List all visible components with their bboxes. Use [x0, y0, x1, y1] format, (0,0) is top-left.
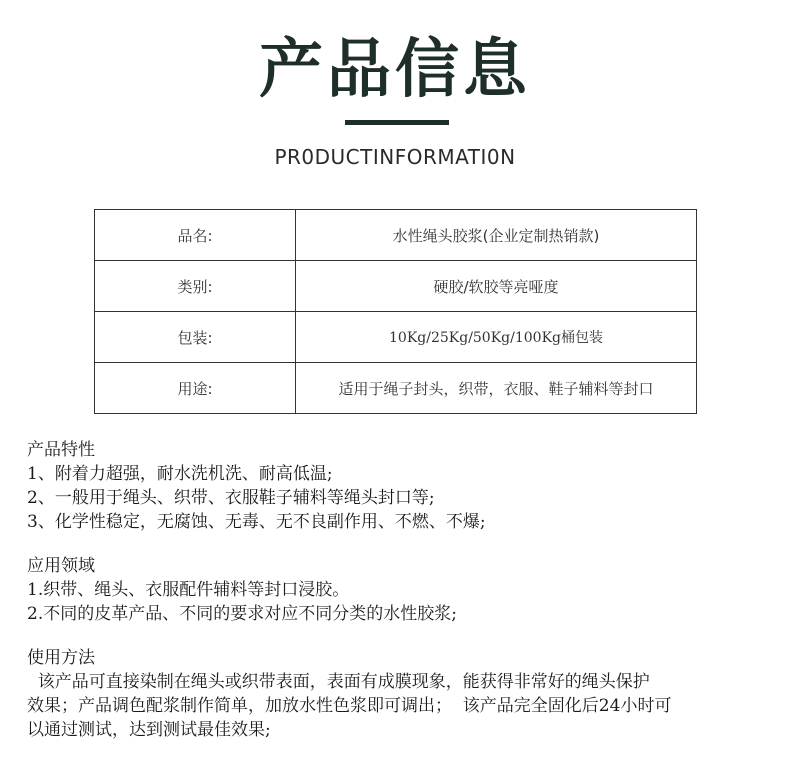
row-value-usage: 适用于绳子封头，织带，衣服、鞋子辅料等封口: [296, 363, 697, 414]
list-item: 3、化学性稳定，无腐蚀、无毒、无不良副作用、不燃、不爆;: [27, 512, 486, 532]
usage-text-line: 以通过测试，达到测试最佳效果;: [27, 720, 271, 740]
usage-text-line: 效果；产品调色配浆制作简单，加放水性色浆即可调出； 该产品完全固化后24小时可: [27, 696, 672, 716]
row-label-name: 品名:: [95, 210, 296, 261]
features-section: [27, 438, 787, 534]
table-row: [95, 261, 697, 312]
row-label-usage: 用途:: [95, 363, 296, 414]
list-item: 2、一般用于绳头、织带、衣服鞋子辅料等绳头封口等;: [27, 488, 435, 508]
row-value-name: 水性绳头胶浆(企业定制热销款): [296, 210, 697, 261]
product-info-table: [94, 209, 697, 414]
applications-heading: 应用领域: [27, 556, 95, 576]
row-label-category: 类别:: [95, 261, 296, 312]
table-row: [95, 210, 697, 261]
table-row: [95, 363, 697, 414]
page-title: 产品信息: [259, 33, 531, 107]
list-item: 1、附着力超强，耐水洗机洗、耐高低温;: [27, 464, 333, 484]
usage-heading: 使用方法: [27, 648, 95, 668]
row-label-packaging: 包装:: [95, 312, 296, 363]
row-value-packaging: 10Kg/25Kg/50Kg/100Kg桶包装: [296, 312, 697, 363]
usage-text-line: 该产品可直接染制在绳头或织带表面，表面有成膜现象，能获得非常好的绳头保护: [27, 672, 650, 692]
list-item: 2.不同的皮革产品、不同的要求对应不同分类的水性胶浆;: [27, 604, 457, 624]
page-subtitle: PR0DUCTINFORMATI0N: [274, 145, 516, 169]
usage-section: [27, 646, 787, 742]
applications-section: [27, 554, 787, 626]
table-row: [95, 312, 697, 363]
title-underline: [345, 120, 449, 125]
features-heading: 产品特性: [27, 440, 95, 460]
list-item: 1.织带、绳头、衣服配件辅料等封口浸胶。: [27, 580, 350, 600]
row-value-category: 硬胶/软胶等亮哑度: [296, 261, 697, 312]
